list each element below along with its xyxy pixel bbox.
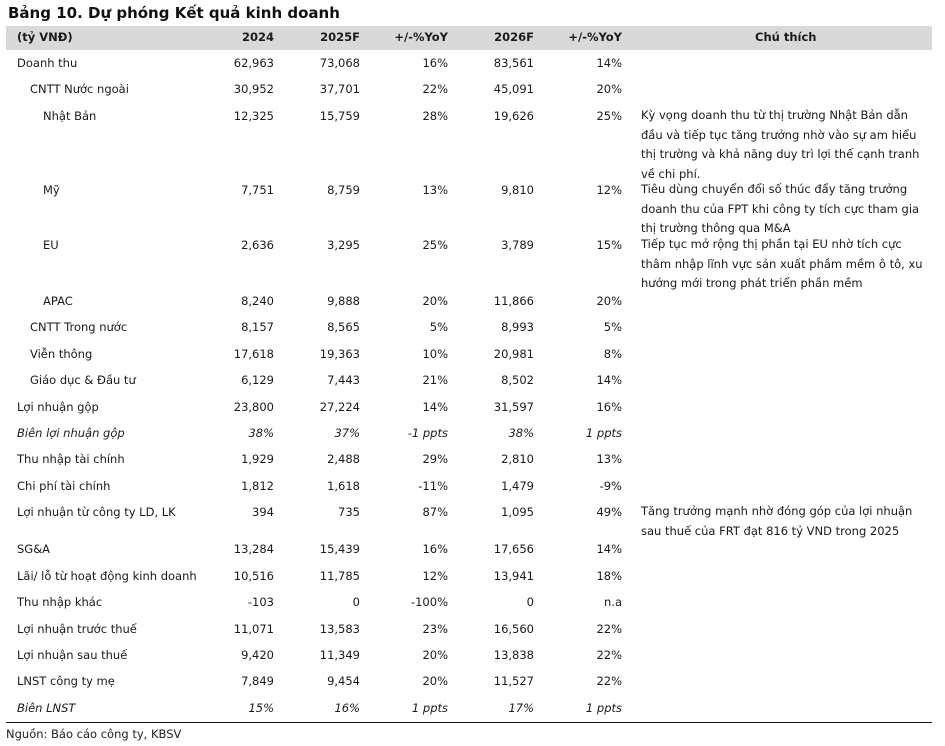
cell-yoy-2026: n.a xyxy=(604,595,622,609)
cell-2025f: 19,363 xyxy=(319,347,360,361)
cell-2026f: 16,560 xyxy=(493,622,534,636)
cell-2024: 394 xyxy=(252,505,274,519)
cell-2026f: 17% xyxy=(508,701,534,715)
cell-2025f: 15,759 xyxy=(319,109,360,123)
table-header xyxy=(6,26,932,50)
row-label: CNTT Trong nước xyxy=(30,320,128,334)
row-note: Tiếp tục mở rộng thị phần tại EU nhờ tích cực thâm nhập lĩnh vực sản xuất phầm mềm ô tô, xu hướng mới trong phát triển phần mềm xyxy=(641,237,923,290)
cell-yoy-2026: 22% xyxy=(596,622,622,636)
cell-yoy-2026: -9% xyxy=(599,479,622,493)
cell-2024: 8,157 xyxy=(241,320,274,334)
header-yoy-2025: +/-%YoY xyxy=(394,30,448,44)
cell-2025f: 9,888 xyxy=(327,294,360,308)
cell-yoy-2026: 14% xyxy=(596,56,622,70)
cell-2024: 62,963 xyxy=(233,56,274,70)
cell-yoy-2025: 16% xyxy=(422,542,448,556)
row-label: CNTT Nước ngoài xyxy=(30,82,129,96)
cell-yoy-2025: 20% xyxy=(422,674,448,688)
cell-2024: 17,618 xyxy=(233,347,274,361)
cell-2026f: 17,656 xyxy=(493,542,534,556)
cell-yoy-2025: 14% xyxy=(422,400,448,414)
cell-yoy-2025: 20% xyxy=(422,648,448,662)
cell-2026f: 45,091 xyxy=(493,82,534,96)
cell-2025f: 7,443 xyxy=(327,373,360,387)
cell-2025f: 16% xyxy=(334,701,360,715)
cell-yoy-2025: 29% xyxy=(422,452,448,466)
cell-yoy-2026: 14% xyxy=(596,373,622,387)
cell-yoy-2026: 13% xyxy=(596,452,622,466)
cell-2024: 7,849 xyxy=(241,674,274,688)
row-label: Mỹ xyxy=(43,183,60,197)
cell-yoy-2025: -11% xyxy=(418,479,448,493)
cell-yoy-2025: 23% xyxy=(422,622,448,636)
row-label: Lợi nhuận trước thuế xyxy=(17,622,137,636)
cell-2024: -103 xyxy=(247,595,274,609)
cell-2024: 13,284 xyxy=(233,542,274,556)
header-yoy-2026: +/-%YoY xyxy=(568,30,622,44)
row-note: Tăng trưởng mạnh nhờ đóng góp của lợi nhuận sau thuế của FRT đạt 816 tỷ VND trong 2025 xyxy=(641,504,913,538)
cell-2025f: 37,701 xyxy=(319,82,360,96)
cell-yoy-2026: 5% xyxy=(603,320,622,334)
row-label: Thu nhập khác xyxy=(17,595,103,609)
cell-yoy-2026: 12% xyxy=(596,183,622,197)
financial-table xyxy=(6,26,932,715)
header-2026f: 2026F xyxy=(494,30,534,44)
cell-2026f: 3,789 xyxy=(501,238,534,252)
cell-2026f: 1,095 xyxy=(501,505,534,519)
cell-yoy-2026: 14% xyxy=(596,542,622,556)
cell-2025f: 37% xyxy=(334,426,360,440)
cell-2024: 23,800 xyxy=(233,400,274,414)
row-label: Chi phí tài chính xyxy=(17,479,111,493)
cell-2026f: 13,941 xyxy=(493,569,534,583)
cell-2026f: 0 xyxy=(526,595,534,609)
cell-2025f: 3,295 xyxy=(327,238,360,252)
header-2024: 2024 xyxy=(241,30,274,44)
row-label: Lợi nhuận gộp xyxy=(17,400,99,414)
cell-yoy-2026: 18% xyxy=(596,569,622,583)
cell-yoy-2025: -100% xyxy=(410,595,448,609)
cell-2025f: 15,439 xyxy=(319,542,360,556)
cell-2025f: 0 xyxy=(352,595,360,609)
row-label: Biên lợi nhuận gộp xyxy=(17,426,125,440)
cell-yoy-2026: 1 ppts xyxy=(585,701,622,715)
cell-yoy-2025: 16% xyxy=(422,56,448,70)
cell-yoy-2025: 87% xyxy=(422,505,448,519)
cell-yoy-2026: 20% xyxy=(596,294,622,308)
cell-yoy-2025: 28% xyxy=(422,109,448,123)
row-label: SG&A xyxy=(17,542,51,556)
cell-2024: 2,636 xyxy=(241,238,274,252)
row-note: Kỳ vọng doanh thu từ thị trường Nhật Bản dẫn đầu và tiếp tục tăng trưởng nhờ vào sự am hiểu thị trường và khả năng duy trì lợi thế cạnh tranh về chi phí. xyxy=(641,108,920,181)
cell-yoy-2025: 20% xyxy=(422,294,448,308)
cell-2025f: 27,224 xyxy=(319,400,360,414)
table-title: Bảng 10. Dự phóng Kết quả kinh doanh xyxy=(8,4,340,22)
cell-2025f: 11,785 xyxy=(319,569,360,583)
row-label: Lãi/ lỗ từ hoạt động kinh doanh xyxy=(17,569,197,583)
cell-2026f: 19,626 xyxy=(493,109,534,123)
cell-2024: 9,420 xyxy=(241,648,274,662)
cell-yoy-2025: 25% xyxy=(422,238,448,252)
row-note: Tiêu dùng chuyển đổi số thúc đẩy tăng trưởng doanh thu của FPT khi công ty tích cực tham gia thị trường thông qua M&A xyxy=(641,182,920,235)
cell-yoy-2025: -1 ppts xyxy=(407,426,448,440)
cell-2026f: 20,981 xyxy=(493,347,534,361)
cell-2026f: 11,866 xyxy=(493,294,534,308)
bottom-divider xyxy=(6,722,932,723)
cell-yoy-2026: 15% xyxy=(596,238,622,252)
cell-yoy-2026: 25% xyxy=(596,109,622,123)
cell-yoy-2025: 22% xyxy=(422,82,448,96)
cell-2026f: 9,810 xyxy=(501,183,534,197)
cell-2025f: 735 xyxy=(338,505,360,519)
row-label: Lợi nhuận từ công ty LD, LK xyxy=(17,505,176,519)
row-label: Giáo dục & Đầu tư xyxy=(30,373,136,387)
cell-yoy-2026: 22% xyxy=(596,648,622,662)
row-label: EU xyxy=(43,238,59,252)
cell-yoy-2025: 1 ppts xyxy=(411,701,448,715)
source-note: Nguồn: Báo cáo công ty, KBSV xyxy=(6,727,182,741)
cell-2024: 7,751 xyxy=(241,183,274,197)
cell-2025f: 13,583 xyxy=(319,622,360,636)
cell-2024: 15% xyxy=(248,701,274,715)
cell-yoy-2026: 8% xyxy=(603,347,622,361)
cell-2025f: 73,068 xyxy=(319,56,360,70)
cell-2024: 30,952 xyxy=(233,82,274,96)
cell-2025f: 2,488 xyxy=(327,452,360,466)
cell-2025f: 1,618 xyxy=(327,479,360,493)
cell-2024: 6,129 xyxy=(241,373,274,387)
cell-2026f: 8,993 xyxy=(501,320,534,334)
cell-2024: 1,812 xyxy=(241,479,274,493)
cell-2024: 1,929 xyxy=(241,452,274,466)
row-label: Nhật Bản xyxy=(43,109,97,123)
cell-yoy-2025: 21% xyxy=(422,373,448,387)
cell-2026f: 31,597 xyxy=(493,400,534,414)
cell-yoy-2025: 5% xyxy=(429,320,448,334)
cell-yoy-2026: 22% xyxy=(596,674,622,688)
cell-2025f: 8,565 xyxy=(327,320,360,334)
row-label: Viễn thông xyxy=(30,347,93,361)
cell-2026f: 38% xyxy=(508,426,534,440)
cell-2026f: 11,527 xyxy=(493,674,534,688)
cell-2024: 10,516 xyxy=(233,569,274,583)
cell-2026f: 2,810 xyxy=(501,452,534,466)
cell-yoy-2026: 20% xyxy=(596,82,622,96)
cell-yoy-2026: 16% xyxy=(596,400,622,414)
cell-yoy-2025: 12% xyxy=(422,569,448,583)
row-label: Thu nhập tài chính xyxy=(17,452,125,466)
cell-2026f: 8,502 xyxy=(501,373,534,387)
cell-yoy-2026: 49% xyxy=(596,505,622,519)
cell-2024: 8,240 xyxy=(241,294,274,308)
cell-2024: 12,325 xyxy=(233,109,274,123)
cell-2026f: 1,479 xyxy=(501,479,534,493)
header-2025f: 2025F xyxy=(320,30,360,44)
row-label: Biên LNST xyxy=(17,701,76,715)
cell-2025f: 9,454 xyxy=(327,674,360,688)
cell-2025f: 8,759 xyxy=(327,183,360,197)
row-label: Doanh thu xyxy=(17,56,78,70)
cell-yoy-2025: 10% xyxy=(422,347,448,361)
cell-2026f: 83,561 xyxy=(493,56,534,70)
cell-2026f: 13,838 xyxy=(493,648,534,662)
header-note: Chú thích xyxy=(755,30,817,44)
cell-2025f: 11,349 xyxy=(319,648,360,662)
cell-yoy-2025: 13% xyxy=(422,183,448,197)
cell-yoy-2026: 1 ppts xyxy=(585,426,622,440)
row-label: Lợi nhuận sau thuế xyxy=(17,648,128,662)
cell-2024: 38% xyxy=(248,426,274,440)
row-label: LNST công ty mẹ xyxy=(17,674,115,688)
row-label: APAC xyxy=(43,294,73,308)
header-unit: (tỷ VNĐ) xyxy=(17,30,73,44)
cell-2024: 11,071 xyxy=(233,622,274,636)
